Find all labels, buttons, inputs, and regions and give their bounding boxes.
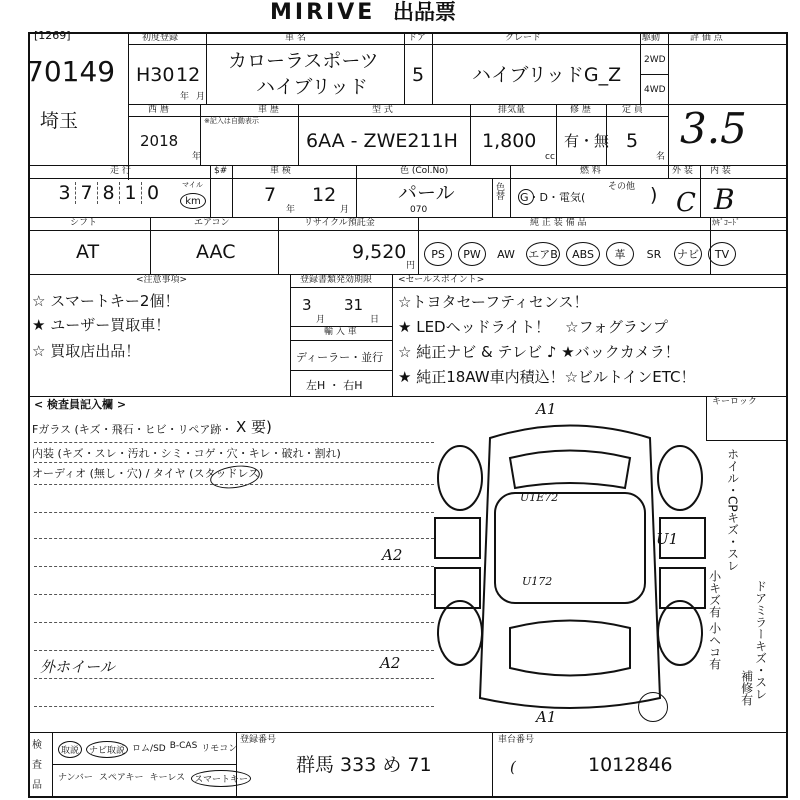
equipment-item: SR — [646, 247, 662, 261]
mileage-digit: 3 — [54, 182, 76, 204]
equipment-row — [424, 240, 754, 268]
footer-row2 — [58, 770, 251, 787]
year-western: 2018 — [140, 132, 179, 150]
label-interior: 内 装 — [710, 166, 731, 176]
fuel-value: G・D・電気( — [520, 191, 586, 204]
reg-expiry-day: 31 — [344, 296, 364, 314]
label-sales-points: <セールスポイント> — [398, 275, 485, 285]
shaken-month: 12 — [312, 184, 337, 206]
mileage-digit: 7 — [76, 182, 98, 204]
equipment-item: ナビ — [674, 242, 702, 266]
shaken-year: 7 — [264, 184, 277, 206]
label-sai: $# — [214, 166, 228, 176]
sales-line: ☆トヨタセーフティセンス！ — [398, 293, 589, 311]
color-change-label: 色替 — [496, 183, 506, 202]
lot-number: 70149 — [26, 55, 116, 88]
label-katashiki: 型 式 — [372, 105, 393, 115]
note-line: ☆ スマートキー2個！ — [32, 292, 180, 310]
wheel-front-left — [438, 446, 482, 510]
door-front-left — [435, 518, 480, 558]
sales-line: ☆ 純正ナビ & テレビ ♪ ★バックカメラ！ — [398, 343, 680, 361]
footer-item: ナンバー — [58, 773, 93, 783]
footer-col1-char: 検 — [32, 740, 42, 751]
handwritten-u1-center: U172 — [522, 575, 553, 588]
note-line: ★ ユーザー買取車！ — [32, 316, 171, 334]
handwritten-a1-bottom: A1 — [536, 708, 557, 726]
mileage-digit: 8 — [98, 182, 120, 204]
label-model-name: 車 名 — [285, 33, 306, 43]
wheel-rear-left — [438, 601, 482, 665]
score-value: 3.5 — [680, 104, 747, 153]
label-year: 年 — [180, 92, 190, 102]
recycle-value: 9,520 — [352, 241, 407, 263]
footer-col1-char: 査 — [32, 760, 42, 771]
footer-col1 — [32, 736, 48, 796]
sales-line: ★ LEDヘッドライト！ ☆フォグランプ — [398, 318, 668, 336]
inspector-line-audio: オーディオ (無し・穴) / タイヤ (スタッドレス) — [32, 467, 264, 480]
label-displacement: 排気量 — [498, 105, 526, 115]
label-shaken: 車 検 — [270, 166, 291, 176]
side-note: 補修有 — [739, 670, 754, 706]
label-shareki-sub: ※記入は自動表示 — [204, 117, 259, 125]
side-note: 小キズ有 小ヘコ有 — [707, 570, 722, 670]
label-grade: グレード — [505, 33, 542, 43]
mileage-digit: 1 — [120, 182, 142, 204]
footer-col1-char: 品 — [32, 780, 42, 791]
grade-value: ハイブリッドG_Z — [472, 64, 622, 86]
first-reg-era: H30 — [136, 64, 175, 86]
import-handle: 左H ・ 右H — [306, 379, 363, 392]
fuel-cap-circle — [638, 692, 668, 722]
label-year-2: 年 — [192, 152, 202, 162]
label-shareki: 車 歴 — [258, 105, 279, 115]
sales-line: ★ 純正18AW車内積込！☆ビルトインETC！ — [398, 368, 696, 386]
inspector-line-glass: Fガラス (キズ・飛石・ヒビ・リペア跡・ — [32, 423, 233, 436]
reg-expiry-d-label: 日 — [370, 315, 380, 325]
label-keylock: キーロック — [712, 397, 757, 407]
label-inspector: < 検査員記入欄 > — [34, 398, 127, 411]
frame-number: 1012846 — [588, 754, 673, 776]
prefecture: 埼玉 — [40, 110, 79, 132]
footer-item: 取説 — [58, 741, 82, 758]
footer-item: ナビ取説 — [86, 741, 128, 758]
equipment-item: TV — [708, 242, 736, 266]
footer-item: スペアキー — [98, 773, 144, 783]
hood-panel — [510, 451, 630, 489]
equipment-item: 革 — [606, 242, 634, 266]
equipment-item: ABS — [566, 242, 600, 266]
equipment-item: PW — [458, 242, 486, 266]
reg-expiry-month: 3 — [302, 296, 312, 314]
equipment-item: AW — [497, 247, 515, 261]
cabin-roof — [495, 493, 645, 603]
color-name: パール — [398, 182, 455, 204]
capacity-value: 5 — [626, 130, 639, 152]
interior-grade: B — [714, 183, 735, 216]
footer-item: ロム/SD — [132, 744, 166, 754]
exterior-grade: C — [676, 188, 696, 218]
wheel-rear-right — [658, 601, 702, 665]
equipment-item: PS — [424, 242, 452, 266]
label-shaken-year: 年 — [286, 205, 296, 215]
label-import: 輸 入 車 — [324, 327, 357, 337]
drive-4wd: 4WD — [644, 85, 666, 95]
label-shift: シフト — [70, 218, 98, 228]
displacement-value: 1,800 — [482, 130, 537, 152]
car-diagram — [420, 398, 720, 728]
handwritten-outer-wheel: 外ホイール — [40, 658, 115, 676]
inspector-glass-mark: X 要) — [236, 418, 272, 436]
handwritten-a2-left: A2 — [382, 546, 403, 564]
trunk-panel — [510, 621, 630, 676]
label-mileage: 走 行 — [110, 166, 131, 176]
label-month: 月 — [196, 92, 206, 102]
mileage-digit: 0 — [146, 182, 160, 204]
footer-item: キーレス — [149, 773, 186, 783]
label-exterior: 外 装 — [672, 166, 693, 176]
handwritten-u1-right: U1 — [656, 530, 679, 548]
label-fuel: 燃 料 — [580, 166, 601, 176]
label-notes: <注意事項> — [136, 275, 188, 285]
mileage-unit-mile: マイル — [182, 181, 203, 189]
label-score: 評 価 点 — [690, 33, 723, 43]
label-kcode: ｶｷﾞｺｰﾄﾞ — [712, 218, 740, 227]
model-name-line1: カローラスポーツ — [228, 50, 379, 72]
label-reg-expiry: 登録書類発効期限 — [300, 275, 373, 285]
persons-label: 名 — [656, 152, 666, 162]
color-number: 070 — [410, 205, 428, 215]
footer-item: スマートキー — [191, 770, 251, 787]
fuel-circle-g — [518, 189, 534, 205]
doors-value: 5 — [412, 64, 425, 86]
fuel-other: その他 — [608, 182, 636, 192]
label-first-reg: 初度登録 — [142, 33, 179, 43]
import-dealer: ディーラー・並行 — [296, 351, 384, 364]
label-repair: 修 歴 — [570, 105, 591, 115]
shift-value: AT — [76, 241, 100, 263]
wheel-front-right — [658, 446, 702, 510]
handwritten-a2-lower: A2 — [380, 654, 401, 672]
side-note: ホイル・CPキズ・スレ — [725, 448, 740, 572]
footer-item: B-CAS — [169, 741, 198, 751]
car-body-outline — [480, 426, 660, 709]
footer-item: リモコン — [201, 744, 238, 754]
mileage-unit-km: km — [180, 193, 206, 209]
label-doors: ドア — [408, 33, 426, 43]
label-shaken-month: 月 — [340, 205, 350, 215]
handwritten-u1-roof: U1E72 — [520, 491, 559, 504]
side-note: ドアミラーキズ・スレ — [753, 580, 768, 700]
brand-logo: MIRIVE — [270, 0, 376, 25]
inspector-line-interior: 内装 (キズ・スレ・汚れ・シミ・コゲ・穴・キレ・破れ・割れ) — [32, 447, 341, 460]
label-reg-number: 登録番号 — [240, 735, 277, 745]
code-number: [1269] — [34, 29, 71, 42]
label-aircon: エアコン — [194, 218, 230, 228]
mileage-digits — [54, 182, 164, 204]
footer-row1 — [58, 741, 237, 758]
model-name-line2: ハイブリッド — [256, 76, 368, 98]
label-equipment: 純 正 装 備 品 — [530, 218, 587, 228]
cc-label: cc — [545, 152, 555, 162]
sheet-title: 出品票 — [393, 0, 456, 24]
aircon-value: AAC — [196, 241, 236, 263]
handwritten-a1-top: A1 — [536, 400, 557, 418]
label-color: 色 (Col.No) — [400, 166, 449, 176]
label-seireki: 西 暦 — [148, 105, 169, 115]
label-drive: 駆動 — [642, 33, 661, 43]
katashiki-value: 6AA - ZWE211H — [306, 130, 458, 152]
frame-prefix: ( — [510, 758, 516, 776]
equipment-item: エアB — [526, 242, 560, 266]
label-frame-number: 車台番号 — [498, 735, 535, 745]
recycle-yen: 円 — [406, 261, 416, 271]
note-line: ☆ 買取店出品！ — [32, 342, 141, 360]
label-capacity: 定 員 — [622, 105, 643, 115]
repair-value: 有・無 — [564, 132, 610, 150]
label-recycle: リサイクル預託金 — [304, 218, 375, 228]
first-reg-month: 12 — [176, 64, 201, 86]
fuel-close-paren: ) — [650, 184, 658, 206]
plate-number: 群馬 333 め 71 — [296, 754, 432, 776]
drive-2wd: 2WD — [644, 55, 666, 65]
reg-expiry-m-label: 月 — [316, 315, 326, 325]
